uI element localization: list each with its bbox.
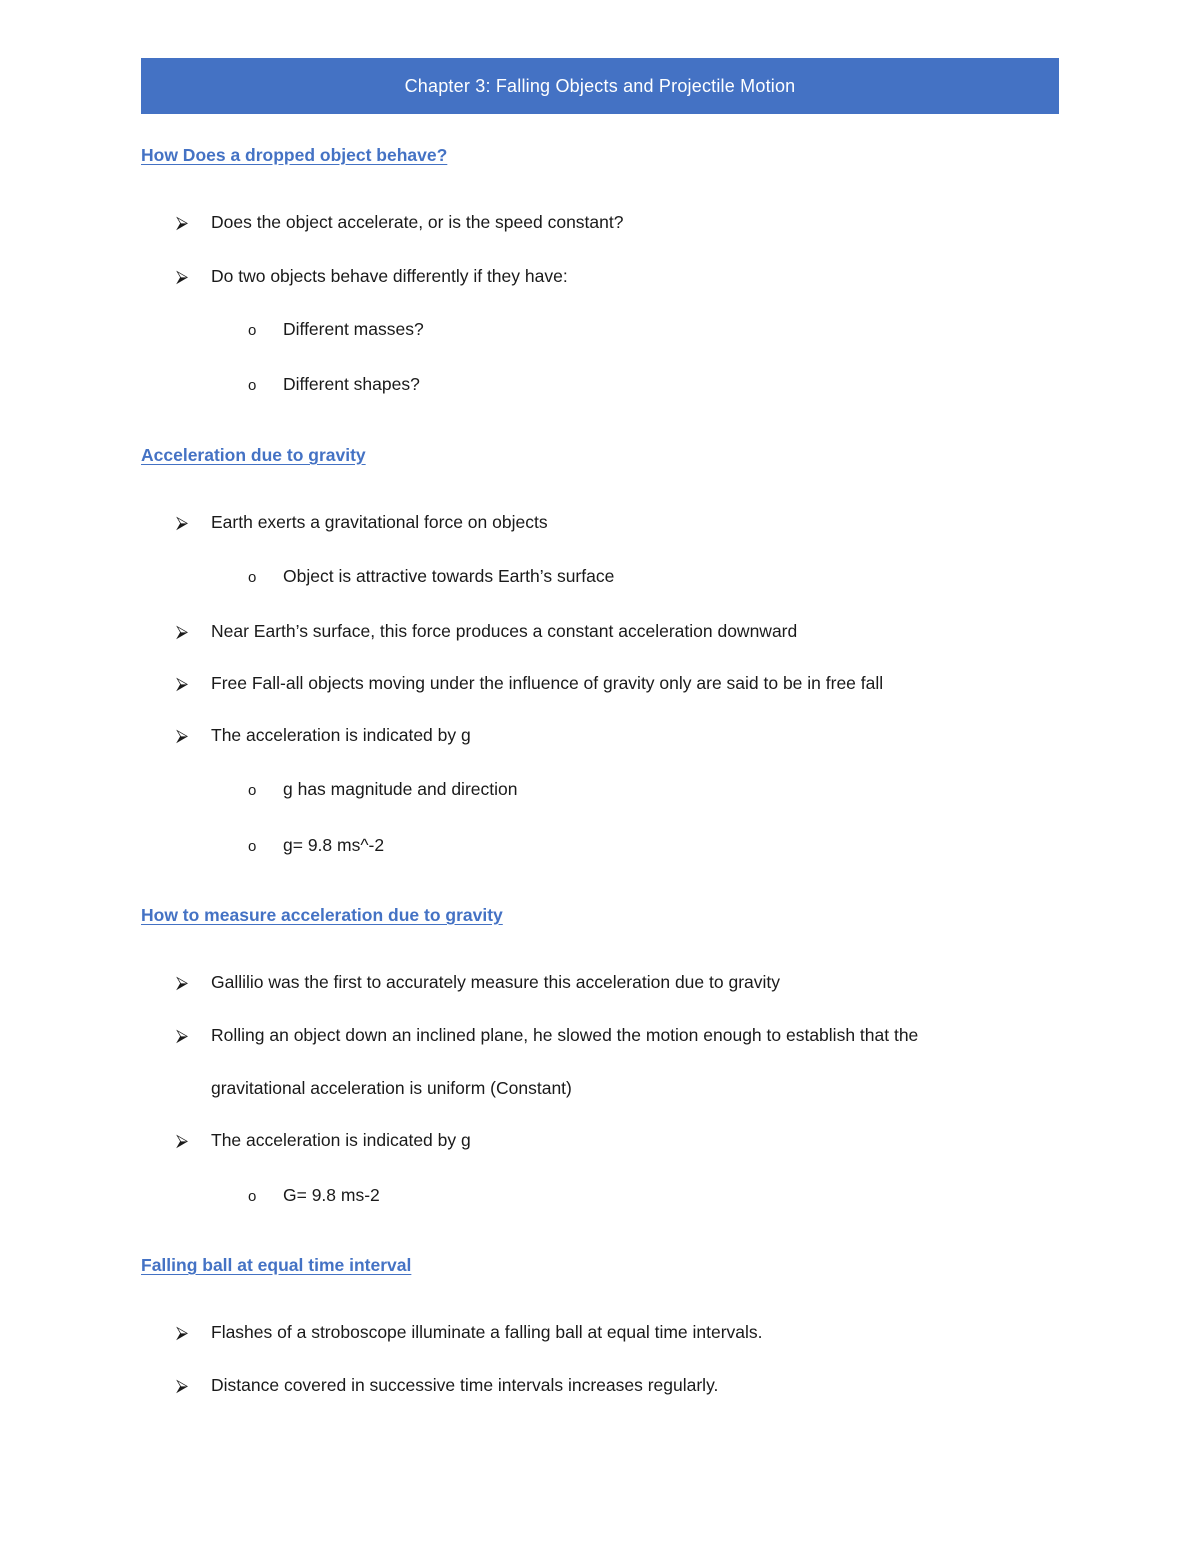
section-heading: How Does a dropped object behave? xyxy=(141,145,448,165)
bullet-item xyxy=(176,1025,918,1046)
chapter-title-bar xyxy=(141,58,1059,114)
bullet-arrow-icon: ⮚ xyxy=(176,1376,189,1395)
bullet-text: Gallilio was the first to accurately measure this acceleration due to gravity xyxy=(211,972,781,992)
bullet-item xyxy=(176,621,797,642)
sub-bullet-item xyxy=(248,319,424,340)
bullet-text: The acceleration is indicated by g xyxy=(211,1130,471,1150)
sub-bullet-item xyxy=(248,566,614,587)
bullet-arrow-icon: ⮚ xyxy=(176,1131,189,1150)
sub-bullet-text: Different shapes? xyxy=(283,374,420,394)
bullet-arrow-icon: ⮚ xyxy=(176,1323,189,1342)
bullet-item xyxy=(176,1322,763,1343)
bullet-item xyxy=(176,212,623,233)
sub-bullet-item xyxy=(248,1185,380,1206)
sub-bullet-marker: o xyxy=(248,322,257,339)
sub-bullet-item xyxy=(248,835,384,856)
sub-bullet-marker: o xyxy=(248,782,257,799)
bullet-arrow-icon: ⮚ xyxy=(176,267,189,286)
bullet-text: Flashes of a stroboscope illuminate a falling ball at equal time intervals. xyxy=(211,1322,763,1342)
sub-bullet-text: G= 9.8 ms-2 xyxy=(283,1185,380,1205)
bullet-text: The acceleration is indicated by g xyxy=(211,725,471,745)
bullet-text: Does the object accelerate, or is the speed constant? xyxy=(211,212,624,232)
bullet-item xyxy=(176,725,471,746)
bullet-item xyxy=(176,972,780,993)
bullet-text: Distance covered in successive time intervals increases regularly. xyxy=(211,1375,719,1395)
sub-bullet-marker: o xyxy=(248,838,257,855)
bullet-text: Do two objects behave differently if they have: xyxy=(211,266,568,286)
bullet-text: Earth exerts a gravitational force on objects xyxy=(211,512,548,532)
bullet-continuation-text: gravitational acceleration is uniform (Constant) xyxy=(211,1078,572,1098)
bullet-arrow-icon: ⮚ xyxy=(176,726,189,745)
bullet-item xyxy=(176,512,548,533)
bullet-arrow-icon: ⮚ xyxy=(176,674,189,693)
bullet-item xyxy=(176,1130,471,1151)
sub-bullet-marker: o xyxy=(248,569,257,586)
section-heading: Falling ball at equal time interval xyxy=(141,1255,412,1275)
sub-bullet-item xyxy=(248,374,420,395)
sub-bullet-text: g= 9.8 ms^-2 xyxy=(283,835,385,855)
chapter-title: Chapter 3: Falling Objects and Projectile Motion xyxy=(404,75,796,96)
bullet-item xyxy=(176,673,883,694)
sub-bullet-marker: o xyxy=(248,1188,257,1205)
sub-bullet-text: Different masses? xyxy=(283,319,424,339)
sub-bullet-item xyxy=(248,779,517,800)
section-heading: Acceleration due to gravity xyxy=(141,445,366,465)
bullet-item xyxy=(176,266,568,287)
bullet-arrow-icon: ⮚ xyxy=(176,622,189,641)
bullet-text: Free Fall-all objects moving under the influence of gravity only are said to be in free fall xyxy=(211,673,884,693)
bullet-arrow-icon: ⮚ xyxy=(176,1026,189,1045)
bullet-text: Near Earth’s surface, this force produces a constant acceleration downward xyxy=(211,621,798,641)
bullet-arrow-icon: ⮚ xyxy=(176,973,189,992)
sub-bullet-text: g has magnitude and direction xyxy=(283,779,518,799)
sub-bullet-text: Object is attractive towards Earth’s surface xyxy=(283,566,615,586)
bullet-arrow-icon: ⮚ xyxy=(176,513,189,532)
sub-bullet-marker: o xyxy=(248,377,257,394)
bullet-text: Rolling an object down an inclined plane, he slowed the motion enough to establish that the xyxy=(211,1025,919,1045)
bullet-arrow-icon: ⮚ xyxy=(176,213,189,232)
bullet-item xyxy=(176,1375,718,1396)
section-heading: How to measure acceleration due to gravity xyxy=(141,905,503,925)
